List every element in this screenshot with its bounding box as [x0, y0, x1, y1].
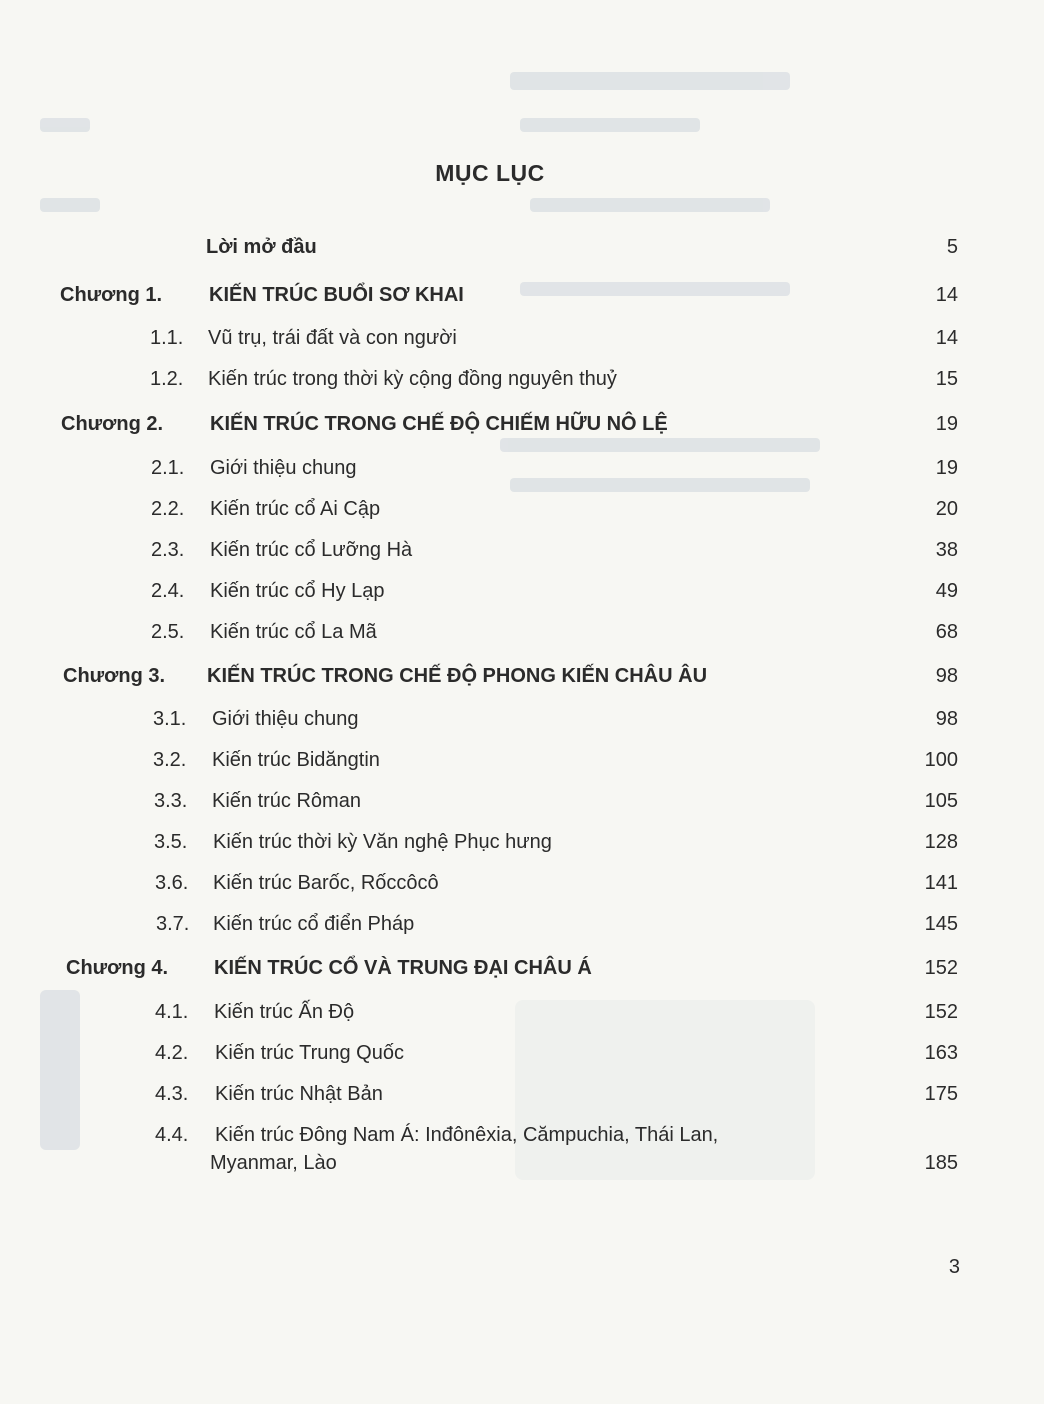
section-title: Giới thiệu chung — [210, 457, 357, 479]
page-number: 3 — [948, 1256, 960, 1278]
section-page: 185 — [924, 1152, 958, 1174]
section-number: 4.1. — [155, 1001, 189, 1023]
section-page: 98 — [935, 708, 958, 730]
section-title: Vũ trụ, trái đất và con người — [208, 327, 457, 349]
section-page: 68 — [935, 621, 958, 643]
section-title: Kiến trúc thời kỳ Văn nghệ Phục hưng — [213, 831, 552, 853]
section-page: 14 — [935, 327, 958, 349]
chapter-title: KIẾN TRÚC CỔ VÀ TRUNG ĐẠI CHÂU Á — [214, 957, 592, 979]
section-number: 1.2. — [150, 368, 184, 390]
toc-section-4-4-continuation[interactable] — [0, 1152, 1044, 1182]
section-title: Kiến trúc Đông Nam Á: Inđônêxia, Cămpuchia, Thái Lan, — [215, 1124, 719, 1146]
toc-section-2-3[interactable] — [0, 539, 1044, 569]
section-page: 105 — [924, 790, 958, 812]
section-page: 20 — [935, 498, 958, 520]
section-number: 3.6. — [155, 872, 189, 894]
chapter-label: Chương 2. — [61, 413, 164, 435]
section-title: Kiến trúc cổ Ai Cập — [210, 498, 381, 520]
toc-section-2-5[interactable] — [0, 621, 1044, 651]
section-title: Kiến trúc cổ La Mã — [210, 621, 377, 643]
chapter-title: KIẾN TRÚC TRONG CHẾ ĐỘ PHONG KIẾN CHÂU ÂU — [207, 665, 708, 687]
intro-title: Lời mở đầu — [206, 236, 317, 258]
section-page: 141 — [924, 872, 958, 894]
section-number: 2.3. — [151, 539, 185, 561]
toc-section-4-2[interactable] — [0, 1042, 1044, 1072]
toc-section-3-6[interactable] — [0, 872, 1044, 902]
section-page: 145 — [924, 913, 958, 935]
chapter-page: 152 — [924, 957, 958, 979]
section-page: 152 — [924, 1001, 958, 1023]
section-number: 4.2. — [155, 1042, 189, 1064]
section-title: Kiến trúc Rôman — [212, 790, 361, 812]
toc-section-3-5[interactable] — [0, 831, 1044, 861]
chapter-page: 19 — [935, 413, 958, 435]
toc-chapter-4[interactable] — [0, 957, 1044, 987]
toc-section-4-4[interactable] — [0, 1124, 1044, 1154]
chapter-label: Chương 1. — [60, 284, 163, 306]
chapter-page: 98 — [935, 665, 958, 687]
toc-section-1-2[interactable] — [0, 368, 1044, 398]
section-number: 1.1. — [150, 327, 184, 349]
toc-section-2-1[interactable] — [0, 457, 1044, 487]
toc-title: MỤC LỤC — [435, 160, 545, 186]
section-page: 38 — [935, 539, 958, 561]
section-number: 3.1. — [153, 708, 187, 730]
section-page: 49 — [935, 580, 958, 602]
section-page: 163 — [924, 1042, 958, 1064]
chapter-page: 14 — [935, 284, 958, 306]
section-page: 15 — [935, 368, 958, 390]
section-number: 2.1. — [151, 457, 185, 479]
section-number: 3.2. — [153, 749, 187, 771]
toc-chapter-2[interactable] — [0, 413, 1044, 443]
toc-intro-row[interactable] — [0, 236, 1044, 266]
section-page: 128 — [924, 831, 958, 853]
section-number: 4.4. — [155, 1124, 189, 1146]
toc-section-3-3[interactable] — [0, 790, 1044, 820]
section-number: 2.5. — [151, 621, 185, 643]
toc-section-4-1[interactable] — [0, 1001, 1044, 1031]
section-title: Kiến trúc cổ Lưỡng Hà — [210, 539, 413, 561]
toc-section-3-7[interactable] — [0, 913, 1044, 943]
section-title: Kiến trúc Trung Quốc — [215, 1042, 404, 1064]
section-number: 2.4. — [151, 580, 185, 602]
intro-page: 5 — [946, 236, 958, 258]
section-number: 3.7. — [156, 913, 190, 935]
chapter-label: Chương 3. — [63, 665, 166, 687]
toc-section-3-1[interactable] — [0, 708, 1044, 738]
chapter-title: KIẾN TRÚC TRONG CHẾ ĐỘ CHIẾM HỮU NÔ LỆ — [210, 413, 668, 435]
toc-chapter-1[interactable] — [0, 284, 1044, 314]
toc-section-1-1[interactable] — [0, 327, 1044, 357]
toc-section-3-2[interactable] — [0, 749, 1044, 779]
section-page: 19 — [935, 457, 958, 479]
section-number: 2.2. — [151, 498, 185, 520]
toc-chapter-3[interactable] — [0, 665, 1044, 695]
chapter-label: Chương 4. — [66, 957, 169, 979]
section-number: 4.3. — [155, 1083, 189, 1105]
section-number: 3.5. — [154, 831, 188, 853]
section-title: Kiến trúc trong thời kỳ cộng đồng nguyên thuỷ — [208, 368, 617, 390]
section-page: 175 — [924, 1083, 958, 1105]
section-title: Giới thiệu chung — [212, 708, 359, 730]
chapter-title: KIẾN TRÚC BUỔI SƠ KHAI — [209, 284, 464, 306]
section-title: Kiến trúc Bidăngtin — [212, 749, 380, 771]
section-title: Kiến trúc Ấn Độ — [214, 1001, 355, 1023]
section-title-continuation: Myanmar, Lào — [210, 1152, 337, 1174]
toc-section-4-3[interactable] — [0, 1083, 1044, 1113]
toc-section-2-4[interactable] — [0, 580, 1044, 610]
section-title: Kiến trúc Barốc, Rốccôcô — [213, 872, 439, 894]
section-number: 3.3. — [154, 790, 188, 812]
section-page: 100 — [924, 749, 958, 771]
section-title: Kiến trúc cổ Hy Lạp — [210, 580, 385, 602]
section-title: Kiến trúc Nhật Bản — [215, 1083, 383, 1105]
toc-section-2-2[interactable] — [0, 498, 1044, 528]
section-title: Kiến trúc cổ điển Pháp — [213, 913, 415, 935]
